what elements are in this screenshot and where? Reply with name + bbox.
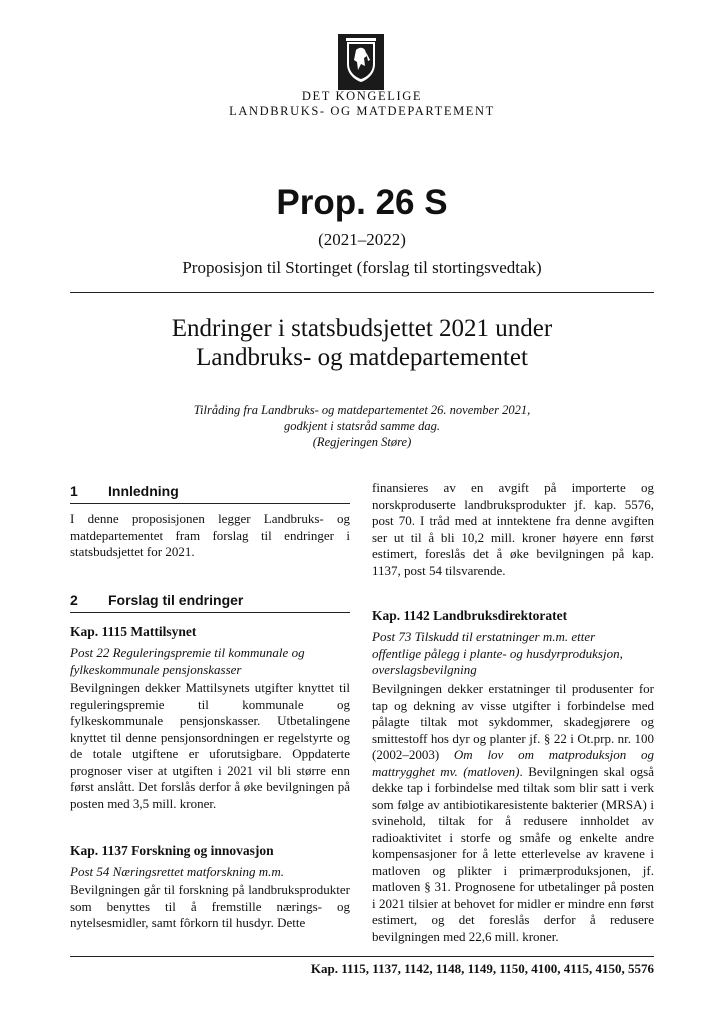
kap-1142-text-part1: Bevilgningen dekker erstatninger til produsenter for tap og dekning av visse utgifter i forbindelse med pålagte tiltak mot sykdommer, skadegjørere og smittestoff hos dyr og planter jf. § 22 i Ot.prp. nr. 100 (2002–2003) bbox=[372, 681, 654, 762]
kap-1137-post: Post 54 Næringsrettet matforskning m.m. bbox=[70, 864, 285, 879]
kap-1137-text: Bevilgningen går til forskning på landbruksprodukter som benyttes til å fremstille nærings- og nytelsesmidler, samt fôrkorn til husdyr. Dette bbox=[70, 882, 350, 930]
session-years: (2021–2022) bbox=[318, 230, 406, 249]
kap-1137-text-continued: finansieres av en avgift på importerte og norskproduserte landbruksprodukter jf. kap. 5576, post 70. I tråd med at inntektene fra denne avgiften ser ut til å bli 10,2 mill. kroner høyere enn først estimert, foreslås det å øke bevilgningen på kap. 1137, post 54 tilsvarende. bbox=[372, 480, 654, 578]
kap-1142-text bbox=[372, 681, 654, 945]
section-2-number: 2 bbox=[70, 592, 78, 608]
approval-line3: (Regjeringen Støre) bbox=[312, 435, 412, 449]
section-2-title: Forslag til endringer bbox=[108, 592, 244, 608]
approval-line1: Tilråding fra Landbruks- og matdepartementet 26. november 2021, bbox=[193, 403, 531, 417]
kap-1137-heading: Kap. 1137 Forskning og innovasjon bbox=[70, 843, 274, 858]
kap-1115-text: Bevilgningen dekker Mattilsynets utgifter knyttet til reguleringspremie til kommunale og fylkeskommunale pensjonskasser. Utbetalingene knyttet til denne pensjonsordningen er regelstyrte og de totale utgiftene er uforutsigbare. Oppdaterte prognoser viser at utgiften i 2021 vil bli større enn først anslått. Det forslås derfor å øke bevilgningen på posten med 3,5 mill. kroner. bbox=[70, 680, 350, 811]
proposition-subtitle: Proposisjon til Stortinget (forslag til stortingsvedtak) bbox=[182, 258, 542, 277]
section-1-text: I denne proposisjonen legger Landbruks- og matdepartementet fram forslag til endringer i statsbudsjettet for 2021. bbox=[70, 511, 350, 559]
section-1-heading bbox=[70, 483, 179, 500]
department-name-line2: LANDBRUKS- OG MATDEPARTEMENT bbox=[229, 104, 495, 118]
kap-1142-heading: Kap. 1142 Landbruksdirektoratet bbox=[372, 608, 568, 623]
kap-1115-heading: Kap. 1115 Mattilsynet bbox=[70, 624, 197, 639]
kap-1142-law-title: Om lov om matproduksjon og mattrygghet mv. (matloven) bbox=[372, 747, 654, 779]
kap-1142-post: Post 73 Tilskudd til erstatninger m.m. etter offentlige pålegg i plante- og husdyrproduksjon, overslagsbevilgning bbox=[372, 629, 623, 677]
kap-1115-post: Post 22 Reguleringspremie til kommunale og fylkeskommunale pensjonskasser bbox=[70, 645, 305, 677]
section-1-number: 1 bbox=[70, 483, 78, 499]
section-2-underline bbox=[70, 612, 350, 613]
kap-1142-text-part2: . Bevilgningen skal også dekke tap i forbindelse med tiltak som blir satt i verk som følge av antibiotikaresistente bakterier (MRSA) i svinehold, tiltak for å redusere innholdet av radioaktivitet i storfe og småfe og enkelte andre kompensasjoner for å lette etterlevelse av kravene i matloven og plikter i primærproduksjonen, jf. matloven § 31. Prognosene for utbetalinger på posten i 2021 tilsier at behovet for midler er mindre enn først estimert, og det foreslås derfor å redusere bevilgningen med 22,6 mill. kroner. bbox=[372, 763, 654, 944]
right-column bbox=[372, 0, 654, 1024]
proposition-title: Prop. 26 S bbox=[276, 183, 448, 222]
left-column bbox=[70, 0, 350, 1024]
footer-divider bbox=[70, 956, 654, 957]
section-1-underline bbox=[70, 503, 350, 504]
main-title-line1: Endringer i statsbudsjettet 2021 under bbox=[171, 315, 553, 342]
section-1-title: Innledning bbox=[108, 483, 179, 499]
footer-kap-list: Kap. 1115, 1137, 1142, 1148, 1149, 1150, 4100, 4115, 4150, 5576 bbox=[310, 961, 654, 976]
department-name-line1: DET KONGELIGE bbox=[301, 89, 423, 103]
approval-line2: godkjent i statsråd samme dag. bbox=[284, 419, 440, 433]
section-2-heading bbox=[70, 592, 243, 609]
main-title-line2: Landbruks- og matdepartementet bbox=[196, 344, 528, 371]
